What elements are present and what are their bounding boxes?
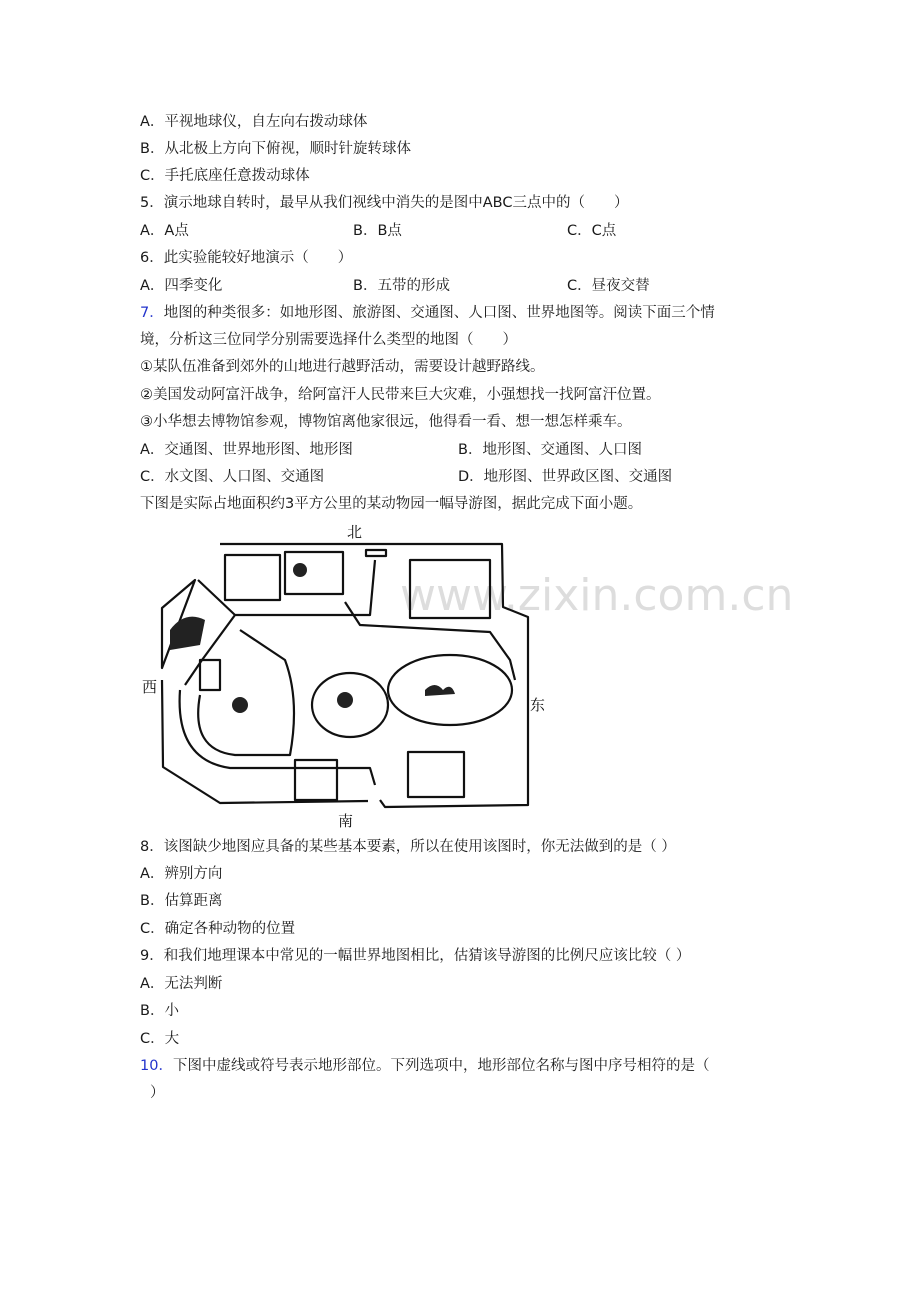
q9-option-a: A．无法判断 [140, 976, 223, 992]
elephant-cage-top [225, 555, 280, 600]
q9-option-c: C．大 [140, 1031, 180, 1047]
map-north-label: 北 [347, 523, 363, 541]
zoo-intro: 下图是实际占地面积约3平方公里的某动物园一幅导游图，据此完成下面小题。 [140, 496, 643, 512]
q7-stem-text: 地图的种类很多：如地形图、旅游图、交通图、人口图、世界地图等。阅读下面三个情 [163, 305, 715, 321]
q4-option-a: A．平视地球仪，自左向右拨动球体 [140, 114, 368, 130]
q10-stem-line2: ） [150, 1085, 165, 1101]
q8-option-b: B．估算距离 [140, 893, 223, 909]
q6-option-b: B．五带的形成 [353, 278, 450, 294]
monkey-hill-area [295, 760, 337, 800]
q10-stem-line1 [140, 1056, 709, 1076]
q8-option-c: C．确定各种动物的位置 [140, 921, 296, 937]
swan-icon [425, 685, 455, 696]
q5-option-b: B．B点 [353, 223, 402, 239]
map-south-label: 南 [338, 812, 354, 830]
q7-scenario-2: ②美国发动阿富汗战争，给阿富汗人民带来巨大灾难，小强想找一找阿富汗位置。 [140, 387, 661, 403]
seal-icon [232, 697, 248, 713]
zoo-guide-map [140, 520, 794, 830]
panda-icon [337, 692, 353, 708]
q9-option-b: B．小 [140, 1003, 179, 1019]
q4-option-c: C．手托底座任意拨动球体 [140, 168, 310, 184]
building-small-n [366, 550, 386, 556]
temple-house [408, 752, 464, 797]
elephant-icon [170, 617, 205, 650]
q7-option-c: C．水文图、人口图、交通图 [140, 469, 325, 485]
q8-stem: 8．该图缺少地图应具备的某些基本要素，所以在使用该图时，你无法做到的是（ ） [140, 839, 676, 855]
q4-option-b: B．从北极上方向下俯视，顺时针旋转球体 [140, 141, 411, 157]
q7-stem-line1 [140, 303, 715, 323]
building-west [200, 660, 220, 690]
q5-option-a: A．A点 [140, 223, 189, 239]
q6-stem: 6．此实验能较好地演示（ ） [140, 250, 353, 266]
q7-option-d: D．地形图、世界政区图、交通图 [458, 469, 673, 485]
q7-scenario-1: ①某队伍准备到郊外的山地进行越野活动，需要设计越野路线。 [140, 359, 545, 375]
q9-stem: 9．和我们地理课本中常见的一幅世界地图相比，估猜该导游图的比例尺应该比较（ ） [140, 948, 691, 964]
q10-number: 10． [140, 1058, 173, 1074]
lion-icon [293, 563, 307, 577]
q10-stem-text: 下图中虚线或符号表示地形部位。下列选项中，地形部位名称与图中序号相符的是（ [172, 1058, 710, 1074]
q7-option-b: B．地形图、交通图、人口图 [458, 442, 642, 458]
q5-stem: 5．演示地球自转时，最早从我们视线中消失的是图中ABC三点中的（ ） [140, 195, 629, 211]
q5-option-c: C．C点 [567, 223, 617, 239]
q6-option-c: C．昼夜交替 [567, 278, 650, 294]
q7-stem-line2: 境，分析这三位同学分别需要选择什么类型的地图（ ） [140, 332, 517, 348]
q8-option-a: A．辨别方向 [140, 866, 223, 882]
map-east-label: 东 [530, 696, 546, 714]
map-west-label: 西 [142, 678, 158, 696]
q7-number: 7． [140, 305, 164, 321]
q6-option-a: A．四季变化 [140, 278, 223, 294]
q7-option-a: A．交通图、世界地形图、地形图 [140, 442, 353, 458]
q7-scenario-3: ③小华想去博物馆参观，博物馆离他家很远，他得看一看、想一想怎样乘车。 [140, 414, 632, 430]
map-watermark: www.zixin.com.cn [400, 570, 794, 621]
